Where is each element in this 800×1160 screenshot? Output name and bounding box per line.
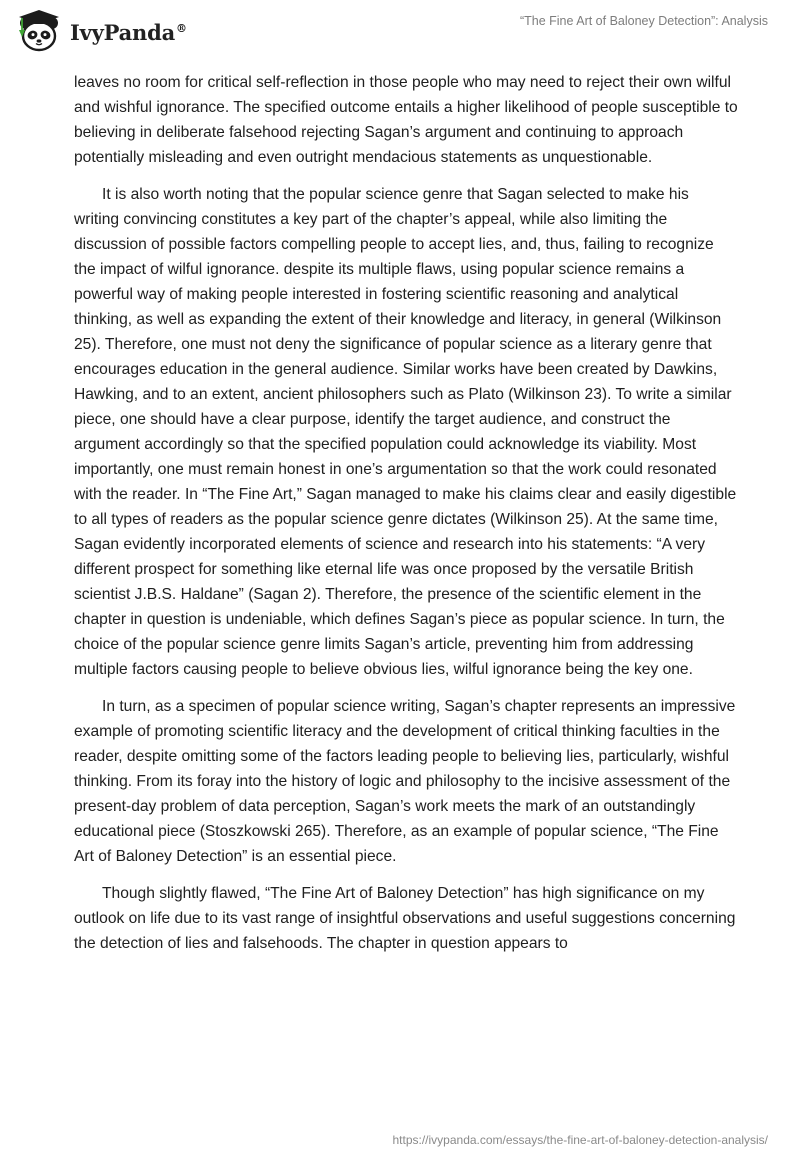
- document-title: “The Fine Art of Baloney Detection”: Analysis: [519, 14, 768, 28]
- paragraph-4: Though slightly flawed, “The Fine Art of Baloney Detection” has high significance on my outlook on life due to its vast range of insightful observations and useful suggestions concerning the detection of lies and falsehoods. The chapter in question appears to: [74, 885, 736, 952]
- panda-graduate-icon: [14, 8, 64, 54]
- paragraph-2: It is also worth noting that the popular science genre that Sagan selected to make his writing convincing constitutes a key part of the chapter’s appeal, while also limiting the discussion of possible factors compelling people to accept lies, and, thus, failing to recognize the impact of wilful ignorance. despite its multiple flaws, using popular science remains a powerful way of making people interested in fostering scientific reasoning and analytical thinking, as well as expanding the extent of their knowledge and literacy, in general (Wilkinson 25). Therefore, one must not deny the significance of popular science as a literary genre that encourages education in the general audience. Similar works have been created by Dawkins, Hawking, and to an extent, ancient philosophers such as Plato (Wilkinson 23). To write a similar piece, one should have a clear purpose, identify the target audience, and construct the argument accordingly so that the specified population could acknowledge its viability. Most importantly, one must remain honest in one’s argumentation so that the work could resonated with the reader. In “The Fine Art,” Sagan managed to make his claims clear and easily digestible to all types of readers as the popular science genre dictates (Wilkinson 25). At the same time, Sagan evidently incorporated elements of science and research into his statements: “A very different prospect for something like eternal life was once proposed by the versatile British scientist J.B.S. Haldane” (Sagan 2). Therefore, the presence of the scientific element in the chapter in question is undeniable, which defines Sagan’s piece as popular science. In turn, the choice of the popular science genre limits Sagan’s article, preventing him from addressing multiple factors causing people to believe obvious lies, wilful ignorance being the key one.: [74, 186, 737, 678]
- paragraph-1: leaves no room for critical self-reflection in those people who may need to reject their own wilful and wishful ignorance. The specified outcome entails a higher likelihood of people susceptible to believing in deliberate falsehood rejecting Sagan’s argument and continuing to approach potentially misleading and even outright mendacious statements as unquestionable.: [74, 74, 738, 166]
- paragraph-3: In turn, as a specimen of popular science writing, Sagan’s chapter represents an impressive example of promoting scientific literacy and the development of critical thinking faculties in the reader, despite omitting some of the factors leading people to believing lies, particularly, wishful thinking. From its foray into the history of logic and philosophy to the incisive assessment of the present-day problem of data perception, Sagan’s work meets the mark of an outstandingly educational piece (Stoszkowski 265). Therefore, as an example of popular science, “The Fine Art of Baloney Detection” is an essential piece.: [74, 698, 736, 865]
- registered-mark: ®: [176, 21, 187, 35]
- page-header: [0, 0, 800, 62]
- essay-body: [74, 70, 738, 968]
- ivypanda-logo[interactable]: [14, 8, 187, 54]
- source-url[interactable]: https://ivypanda.com/essays/the-fine-art-of-baloney-detection-analysis/: [392, 1133, 768, 1147]
- brand-name: IvyPanda®: [70, 19, 187, 45]
